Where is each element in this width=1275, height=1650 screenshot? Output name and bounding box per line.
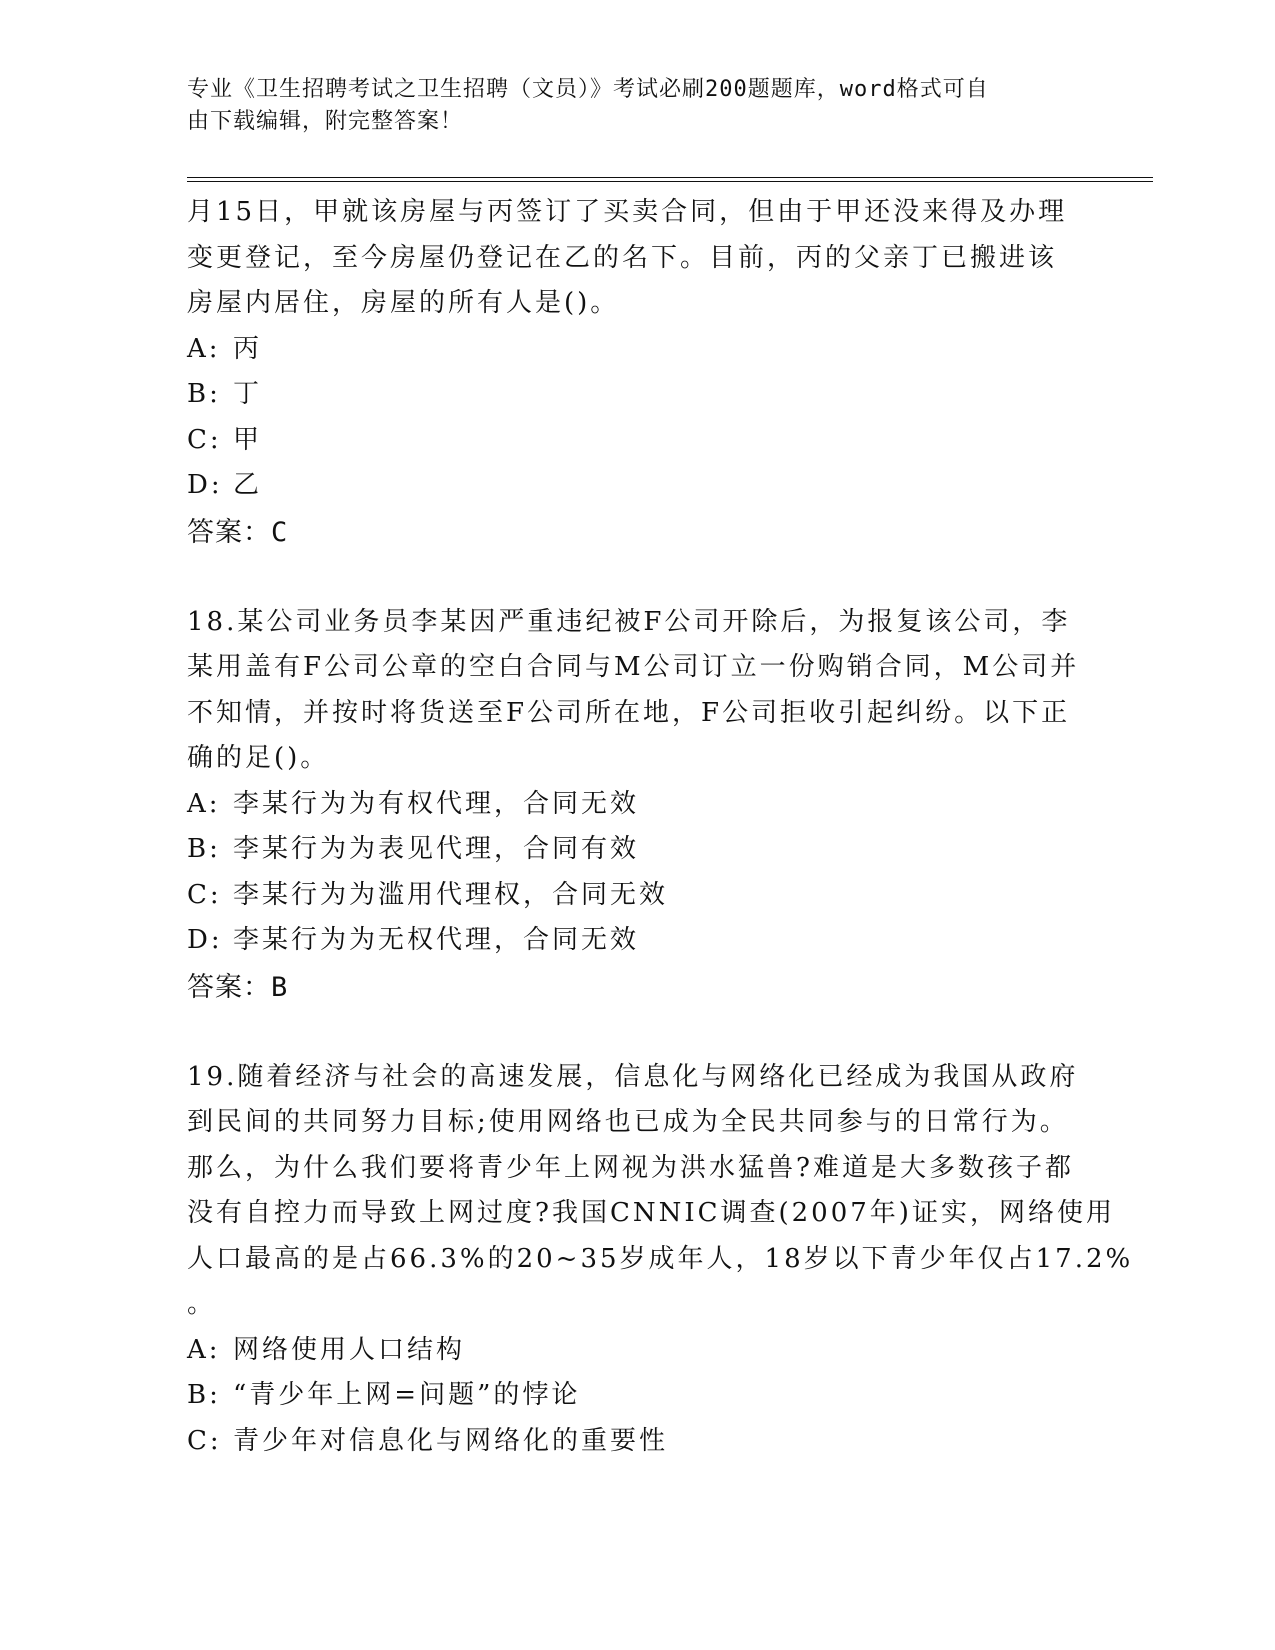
document-header <box>187 74 1067 138</box>
question-18-answer: 答案：B <box>187 971 289 1003</box>
question-17-stem-line: 变更登记，至今房屋仍登记在乙的名下。目前，丙的父亲丁已搬进该 <box>187 242 1058 273</box>
option-text: 李某行为为滥用代理权，合同无效 <box>233 879 669 910</box>
option-text: “青少年上网=问题”的悖论 <box>233 1380 581 1410</box>
option-text: 青少年对信息化与网络化的重要性 <box>233 1425 669 1456</box>
question-18 <box>187 600 1087 1012</box>
option-key: D: <box>187 470 223 500</box>
question-18-option-a <box>187 782 1087 828</box>
question-18-stem-line: 确的足()。 <box>187 743 330 773</box>
header-title-line-2: 由下载编辑，附完整答案！ <box>187 109 464 134</box>
question-19-stem-line: 19.随着经济与社会的高速发展，信息化与网络化已经成为我国从政府 <box>187 1061 1079 1092</box>
question-17 <box>187 190 1087 557</box>
question-17-option-a <box>187 327 1087 373</box>
question-19 <box>187 1055 1134 1465</box>
header-title-line-1: 专业《卫生招聘考试之卫生招聘（文员）》考试必刷200题题库，word格式可自 <box>187 77 989 102</box>
question-19-option-a <box>187 1328 1087 1374</box>
option-text: 甲 <box>233 424 263 455</box>
question-18-option-d <box>187 918 1087 964</box>
question-17-option-c <box>187 418 1087 464</box>
question-18-option-c <box>187 873 1087 919</box>
option-text: 网络使用人口结构 <box>233 1334 466 1365</box>
question-18-stem-line: 不知情，并按时将货送至F公司所在地，F公司拒收引起纠纷。以下正 <box>187 697 1071 728</box>
spacer <box>187 557 1087 600</box>
option-text: 李某行为为有权代理，合同无效 <box>233 788 640 819</box>
option-text: 李某行为为无权代理，合同无效 <box>233 925 640 955</box>
question-18-stem-line: 18.某公司业务员李某因严重违纪被F公司开除后，为报复该公司，李 <box>187 606 1071 637</box>
question-17-option-b <box>187 372 1087 418</box>
question-19-stem-line: 到民间的共同努力目标;使用网络也已成为全民共同参与的日常行为。 <box>187 1107 1069 1137</box>
option-text: 丙 <box>233 333 263 364</box>
question-19-option-c <box>187 1419 1087 1465</box>
question-list <box>187 190 1134 1464</box>
option-key: C: <box>187 424 222 455</box>
question-18-stem-line: 某用盖有F公司公章的空白合同与M公司订立一份购销合同，M公司并 <box>187 652 1080 682</box>
question-19-stem-line: 人口最高的是占66.3%的20~35岁成年人，18岁以下青少年仅占17.2% <box>187 1243 1134 1274</box>
option-text: 丁 <box>233 379 263 409</box>
option-key: A: <box>187 788 221 819</box>
spacer <box>187 1012 1087 1055</box>
option-key: B: <box>187 379 221 409</box>
option-text: 李某行为为表见代理，合同有效 <box>233 834 640 864</box>
question-19-option-b <box>187 1373 1087 1419</box>
option-key: A: <box>187 333 221 364</box>
option-key: C: <box>187 1425 222 1456</box>
question-18-option-b <box>187 827 1087 873</box>
question-17-option-d <box>187 463 1087 509</box>
question-19-stem-line: 没有自控力而导致上网过度?我国CNNIC调查(2007年)证实，网络使用 <box>187 1198 1115 1228</box>
option-key: A: <box>187 1334 221 1365</box>
question-17-stem-line: 月15日，甲就该房屋与丙签订了买卖合同，但由于甲还没来得及办理 <box>187 197 1068 227</box>
option-key: D: <box>187 925 223 955</box>
option-key: B: <box>187 834 221 864</box>
question-19-stem-line: 。 <box>187 1289 217 1319</box>
option-key: C: <box>187 879 222 910</box>
header-divider-bottom <box>187 181 1153 182</box>
option-text: 乙 <box>233 470 263 500</box>
option-key: B: <box>187 1380 221 1410</box>
header-divider-top <box>187 177 1153 178</box>
question-19-stem-line: 那么，为什么我们要将青少年上网视为洪水猛兽?难道是大多数孩子都 <box>187 1152 1074 1183</box>
question-17-stem-line: 房屋内居住，房屋的所有人是()。 <box>187 288 620 318</box>
question-17-answer: 答案：C <box>187 516 289 548</box>
